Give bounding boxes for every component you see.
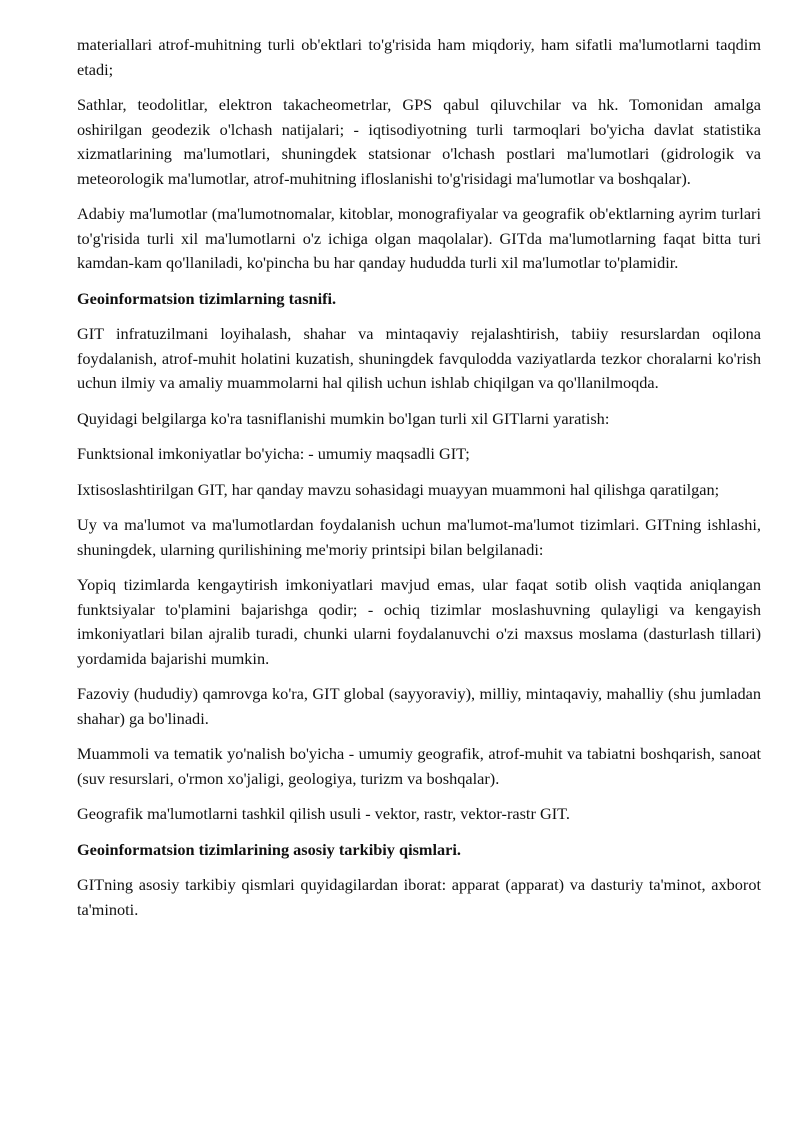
document-page: [77, 33, 761, 933]
paragraph-data-organization: Geografik ma'lumotlarni tashkil qilish usuli - vektor, rastr, vektor-rastr GIT.: [77, 804, 570, 823]
paragraph-geodetic-measurements: Sathlar, teodolitlar, elektron takacheometrlar, GPS qabul qiluvchilar va hk. Tomonidan amalga oshirilgan geodezik o'lchash natijalari; - iqtisodiyotning turli tarmoqlari bo'yicha davlat statistika xizmatlarining ma'lumotlari, shuningdek statsionar o'lchash postlari ma'lumotlari (gidrologik va meteorologik ma'lumotlar, atrof-muhitning ifloslanishi to'g'risidagi ma'lumotlar va boshqalar).: [77, 95, 761, 188]
paragraph-reference-systems: Uy va ma'lumot va ma'lumotlardan foydalanish uchun ma'lumot-ma'lumot tizimlari. GITning ishlashi, shuningdek, ularning qurilishining me'moriy printsipi bilan belgilanadi:: [77, 515, 761, 559]
section-heading-classification: Geoinformatsion tizimlarning tasnifi.: [77, 288, 337, 308]
paragraph-spatial-coverage: Fazoviy (hududiy) qamrovga ko'ra, GIT global (sayyoraviy), milliy, mintaqaviy, mahalliy (shu jumladan shahar) ga bo'linadi.: [77, 684, 761, 728]
paragraph-materials: materiallari atrof-muhitning turli ob'ektlari to'g'risida ham miqdoriy, ham sifatli ma'lumotlarni taqdim etadi;: [77, 35, 761, 79]
paragraph-closed-open-systems: Yopiq tizimlarda kengaytirish imkoniyatlari mavjud emas, ular faqat sotib olish vaqtida aniqlangan funktsiyalar to'plamini bajarishga qodir; - ochiq tizimlar moslashuvning qulayligi va kengayish imkoniyatlari bilan ajralib turadi, chunki ularni foydalanuvchi o'zi maxsus moslama (dasturlash tillari) yordamida bajarishi mumkin.: [77, 575, 761, 668]
paragraph-functional-capabilities: Funktsional imkoniyatlar bo'yicha: - umumiy maqsadli GIT;: [77, 444, 470, 463]
paragraph-classification-intro: Quyidagi belgilarga ko'ra tasniflanishi mumkin bo'lgan turli xil GITlarni yaratish:: [77, 408, 610, 428]
paragraph-thematic-direction: Muammoli va tematik yo'nalish bo'yicha - umumiy geografik, atrof-muhit va tabiatni boshqarish, sanoat (suv resurslari, o'rmon xo'jaligi, geologiya, turizm va boshqalar).: [77, 744, 761, 788]
paragraph-specialized-git: Ixtisoslashtirilgan GIT, har qanday mavzu sohasidagi muayyan muammoni hal qilishga qaratilgan;: [77, 479, 720, 499]
section-heading-components: Geoinformatsion tizimlarining asosiy tarkibiy qismlari.: [77, 839, 461, 859]
paragraph-main-components: GITning asosiy tarkibiy qismlari quyidagilardan iborat: apparat (apparat) va dasturiy ta'minot, axborot ta'minoti.: [77, 875, 761, 919]
paragraph-git-applications: GIT infratuzilmani loyihalash, shahar va mintaqaviy rejalashtirish, tabiiy resurslardan oqilona foydalanish, atrof-muhit holatini kuzatish, shuningdek favqulodda vaziyatlarda tezkor choralarni ko'rish uchun ilmiy va amaliy muammolarni hal qilish uchun ishlab chiqilgan va qo'llanilmoqda.: [77, 324, 761, 392]
paragraph-literary-data: Adabiy ma'lumotlar (ma'lumotnomalar, kitoblar, monografiyalar va geografik ob'ektlarning ayrim turlari to'g'risida turli xil ma'lumotlarni o'z ichiga olgan maqolalar). GITda ma'lumotlarning faqat bitta turi kamdan-kam qo'llaniladi, ko'pincha bu har qanday hududda turli xil ma'lumotlar to'plamidir.: [77, 204, 761, 272]
